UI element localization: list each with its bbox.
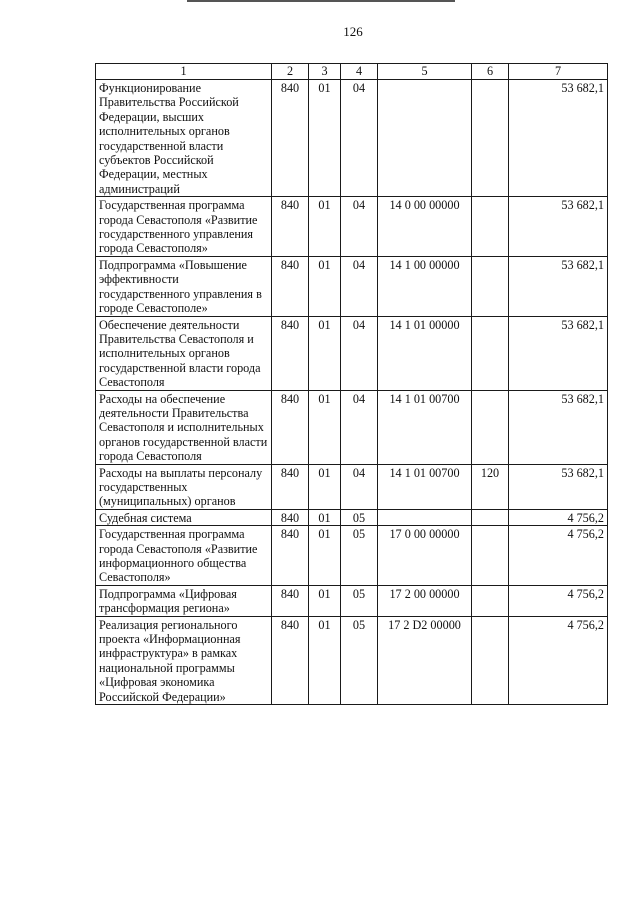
subsection-code-cell: 05: [341, 616, 378, 704]
target-article-cell: 17 2 D2 00000: [378, 616, 472, 704]
expense-name-cell: Расходы на выплаты персоналу государственных (муниципальных) органов: [96, 464, 272, 509]
expense-kind-cell: [472, 585, 509, 616]
amount-cell: 4 756,2: [509, 526, 608, 586]
table-header-row: [96, 64, 608, 80]
target-article-cell: 14 1 01 00700: [378, 464, 472, 509]
column-header: 3: [309, 64, 341, 80]
amount-cell: 53 682,1: [509, 316, 608, 390]
expense-name-cell: Подпрограмма «Цифровая трансформация региона»: [96, 585, 272, 616]
column-header: 7: [509, 64, 608, 80]
section-code-cell: 01: [309, 316, 341, 390]
expense-kind-cell: [472, 256, 509, 316]
table-row: [96, 80, 608, 197]
table-row: [96, 197, 608, 257]
amount-cell: 53 682,1: [509, 464, 608, 509]
expense-name-cell: Расходы на обеспечение деятельности Правительства Севастополя и исполнительных органов государственной власти города Севастополя: [96, 390, 272, 464]
amount-cell: 4 756,2: [509, 585, 608, 616]
subsection-code-cell: 04: [341, 316, 378, 390]
ministry-code-cell: 840: [272, 464, 309, 509]
table-row: [96, 464, 608, 509]
subsection-code-cell: 04: [341, 197, 378, 257]
expense-kind-cell: [472, 390, 509, 464]
section-code-cell: 01: [309, 526, 341, 586]
ministry-code-cell: 840: [272, 526, 309, 586]
expense-kind-cell: [472, 80, 509, 197]
section-code-cell: 01: [309, 464, 341, 509]
section-code-cell: 01: [309, 509, 341, 525]
column-header: 1: [96, 64, 272, 80]
subsection-code-cell: 04: [341, 80, 378, 197]
amount-cell: 53 682,1: [509, 197, 608, 257]
table-row: [96, 256, 608, 316]
amount-cell: 53 682,1: [509, 390, 608, 464]
target-article-cell: 14 1 01 00000: [378, 316, 472, 390]
table-row: [96, 616, 608, 704]
ministry-code-cell: 840: [272, 585, 309, 616]
expense-kind-cell: [472, 509, 509, 525]
column-header: 6: [472, 64, 509, 80]
table-row: [96, 526, 608, 586]
column-header: 2: [272, 64, 309, 80]
expense-kind-cell: [472, 197, 509, 257]
expense-name-cell: Судебная система: [96, 509, 272, 525]
amount-cell: 4 756,2: [509, 616, 608, 704]
expense-name-cell: Государственная программа города Севастополя «Развитие государственного управления города Севастополя»: [96, 197, 272, 257]
target-article-cell: [378, 509, 472, 525]
ministry-code-cell: 840: [272, 316, 309, 390]
amount-cell: 53 682,1: [509, 256, 608, 316]
amount-cell: 53 682,1: [509, 80, 608, 197]
expense-name-cell: Реализация регионального проекта «Информационная инфраструктура» в рамках национальной программы «Цифровая экономика Российской Федерации»: [96, 616, 272, 704]
table-row: [96, 509, 608, 525]
column-header: 5: [378, 64, 472, 80]
expense-name-cell: Подпрограмма «Повышение эффективности государственного управления в городе Севастополе»: [96, 256, 272, 316]
target-article-cell: 14 1 00 00000: [378, 256, 472, 316]
subsection-code-cell: 04: [341, 256, 378, 316]
section-code-cell: 01: [309, 390, 341, 464]
section-code-cell: 01: [309, 585, 341, 616]
section-code-cell: 01: [309, 256, 341, 316]
subsection-code-cell: 04: [341, 464, 378, 509]
expense-name-cell: Обеспечение деятельности Правительства Севастополя и исполнительных органов государственной власти города Севастополя: [96, 316, 272, 390]
expense-kind-cell: [472, 526, 509, 586]
ministry-code-cell: 840: [272, 197, 309, 257]
subsection-code-cell: 05: [341, 509, 378, 525]
section-code-cell: 01: [309, 616, 341, 704]
ministry-code-cell: 840: [272, 256, 309, 316]
page-number: 126: [343, 24, 363, 39]
table-row: [96, 390, 608, 464]
column-header: 4: [341, 64, 378, 80]
budget-table: [95, 63, 608, 705]
expense-kind-cell: [472, 316, 509, 390]
ministry-code-cell: 840: [272, 390, 309, 464]
expense-name-cell: Функционирование Правительства Российской Федерации, высших исполнительных органов государственной власти субъектов Российской Федерации, местных администраций: [96, 80, 272, 197]
target-article-cell: [378, 80, 472, 197]
amount-cell: 4 756,2: [509, 509, 608, 525]
expense-kind-cell: [472, 616, 509, 704]
section-code-cell: 01: [309, 80, 341, 197]
target-article-cell: 14 0 00 00000: [378, 197, 472, 257]
expense-kind-cell: 120: [472, 464, 509, 509]
expense-name-cell: Государственная программа города Севастополя «Развитие информационного общества Севастополя»: [96, 526, 272, 586]
subsection-code-cell: 04: [341, 390, 378, 464]
subsection-code-cell: 05: [341, 526, 378, 586]
table-row: [96, 585, 608, 616]
target-article-cell: 17 0 00 00000: [378, 526, 472, 586]
table-row: [96, 316, 608, 390]
page-top-edge: [187, 0, 455, 2]
target-article-cell: 14 1 01 00700: [378, 390, 472, 464]
section-code-cell: 01: [309, 197, 341, 257]
ministry-code-cell: 840: [272, 509, 309, 525]
ministry-code-cell: 840: [272, 80, 309, 197]
ministry-code-cell: 840: [272, 616, 309, 704]
subsection-code-cell: 05: [341, 585, 378, 616]
target-article-cell: 17 2 00 00000: [378, 585, 472, 616]
